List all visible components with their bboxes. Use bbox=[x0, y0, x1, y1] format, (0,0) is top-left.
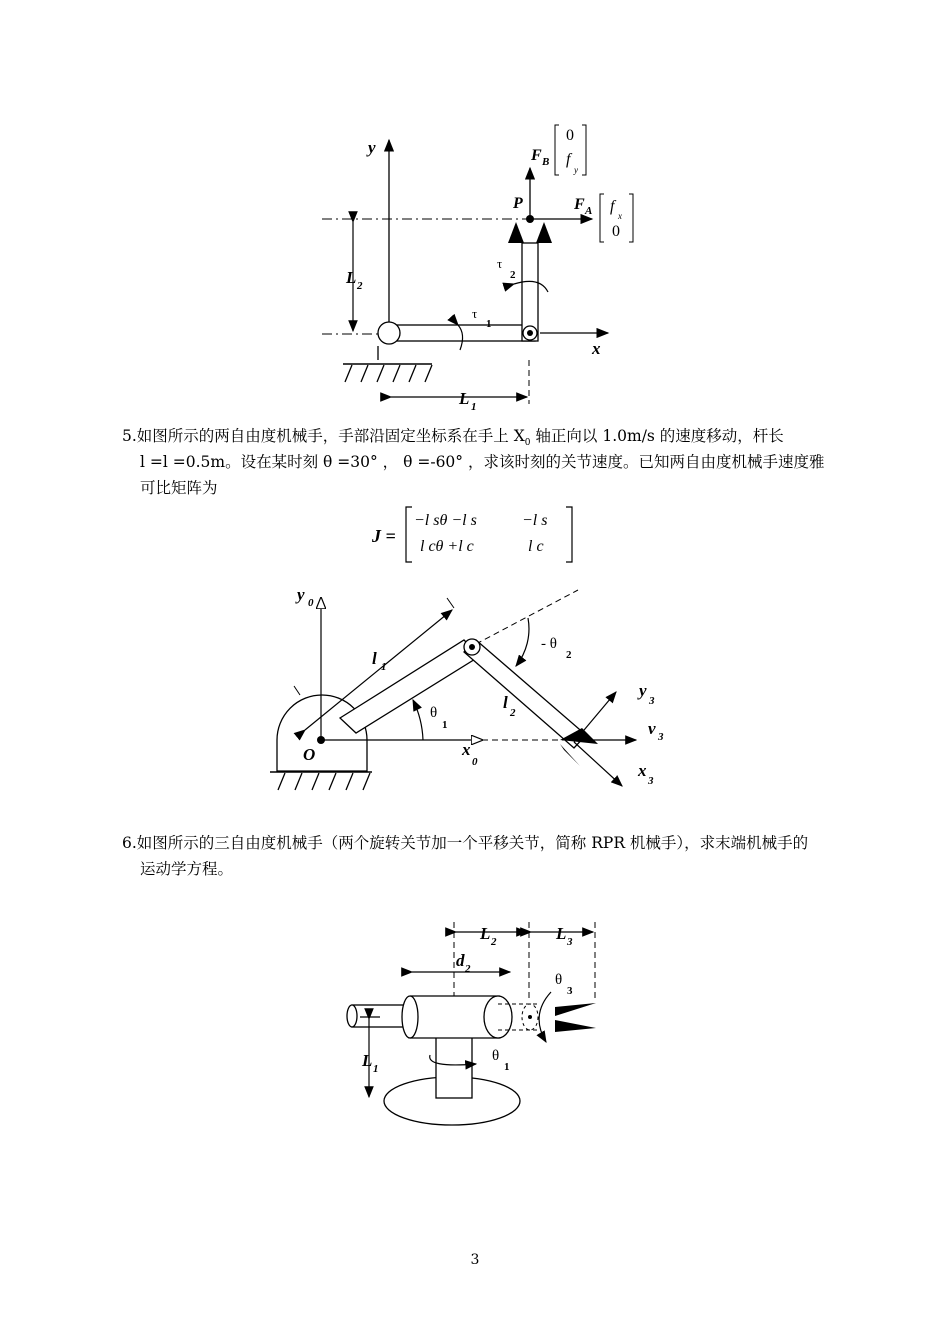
v3-sub: 3 bbox=[658, 731, 664, 743]
theta2-sub: 2 bbox=[566, 649, 572, 661]
m12: −l s bbox=[522, 512, 548, 529]
l3-sub: 3 bbox=[567, 936, 573, 948]
jacobian-matrix bbox=[360, 500, 600, 570]
x0-sub: 0 bbox=[524, 438, 531, 449]
l1-sub: 1 bbox=[471, 401, 477, 413]
d2-sub: 2 bbox=[465, 963, 471, 975]
vec-b-sub: y bbox=[574, 165, 578, 175]
vec-b-row2: f bbox=[566, 151, 571, 168]
x0-label: x bbox=[462, 740, 471, 759]
tau2-sub: 2 bbox=[510, 269, 516, 281]
m22: l c bbox=[528, 538, 544, 555]
tau1-sub: 1 bbox=[486, 318, 492, 330]
tau2-label: τ bbox=[497, 256, 503, 271]
l2-label: L bbox=[346, 268, 357, 287]
m21: l cθ +l c bbox=[420, 538, 474, 555]
v3-label: v bbox=[648, 719, 656, 738]
problem-5-text-b: 轴正向以 1.0m/s 的速度移动，杆长 bbox=[530, 427, 784, 445]
problem-6-line-2: 运动学方程。 bbox=[140, 860, 234, 878]
l2-sub: 2 bbox=[357, 280, 363, 292]
theta3-label: θ bbox=[555, 972, 563, 988]
l2-label: l bbox=[503, 693, 508, 712]
vec-a-row2: 0 bbox=[612, 223, 620, 240]
y-axis-label: y bbox=[368, 138, 376, 157]
x3-sub: 3 bbox=[648, 775, 654, 787]
matrix-label: J = bbox=[372, 526, 396, 546]
y3-label: y bbox=[639, 681, 647, 700]
figure-two-link-velocity bbox=[0, 580, 950, 800]
page-number: 3 bbox=[470, 1252, 480, 1268]
y0-label: y bbox=[297, 585, 305, 604]
x0-sub-label: 0 bbox=[472, 756, 478, 768]
l1-label: L bbox=[459, 389, 470, 408]
origin-point bbox=[317, 736, 325, 744]
figure-two-link-forces bbox=[0, 0, 950, 420]
force-b-sub: B bbox=[542, 156, 550, 168]
m11: −l sθ −l s bbox=[414, 512, 477, 529]
problem-5-line-3: 可比矩阵为 bbox=[140, 479, 218, 497]
l2-sub: 2 bbox=[510, 707, 516, 719]
figure-rpr-manipulator bbox=[0, 910, 950, 1130]
theta2-label: - θ bbox=[541, 636, 557, 652]
problem-6-line-1: 6.如图所示的三自由度机械手（两个旋转关节加一个平移关节，简称 RPR 机械手），求末端机械手的 bbox=[122, 834, 809, 852]
l1-sub: 1 bbox=[373, 1063, 379, 1075]
vec-a-sub: x bbox=[618, 211, 622, 221]
point-p-label: P bbox=[513, 195, 523, 212]
tau1-label: τ bbox=[472, 306, 478, 321]
theta1-sub: 1 bbox=[442, 719, 448, 731]
problem-5-line-2: l =l =0.5m。设在某时刻 θ =30° ， θ =-60° ，求该时刻的关节速度。已知两自由度机械手速度雅 bbox=[140, 453, 825, 471]
theta1-label: θ bbox=[430, 705, 438, 721]
l1-label: L bbox=[362, 1051, 373, 1070]
origin-label: O bbox=[303, 745, 316, 764]
x-axis-label: x bbox=[592, 339, 601, 358]
force-b-label: F bbox=[531, 147, 542, 164]
l2-label: L bbox=[480, 924, 491, 943]
vec-b-row1: 0 bbox=[566, 127, 574, 144]
l3-label: L bbox=[556, 924, 567, 943]
theta1-sub: 1 bbox=[504, 1061, 510, 1073]
problem-5-text-a: 5.如图所示的两自由度机械手，手部沿固定坐标系在手上 X bbox=[122, 427, 525, 445]
base-joint bbox=[378, 322, 400, 344]
l1-label: l bbox=[372, 649, 377, 668]
force-a-label: F bbox=[574, 196, 585, 213]
y0-sub: 0 bbox=[308, 597, 314, 609]
force-a-sub: A bbox=[585, 205, 593, 217]
x3-label: x bbox=[638, 761, 647, 780]
theta1-label: θ bbox=[492, 1048, 500, 1064]
l1-sub: 1 bbox=[381, 661, 387, 673]
vec-a-row1: f bbox=[610, 198, 615, 215]
y3-sub: 3 bbox=[649, 695, 655, 707]
d2-label: d bbox=[456, 951, 465, 970]
l2-sub: 2 bbox=[491, 936, 497, 948]
theta3-sub: 3 bbox=[567, 985, 573, 997]
